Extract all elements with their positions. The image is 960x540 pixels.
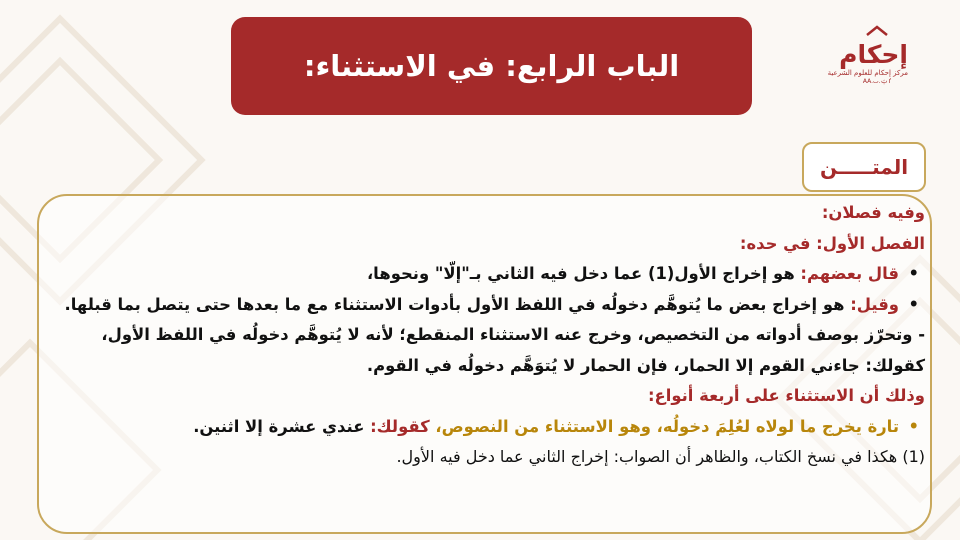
- content-body: [55, 198, 925, 473]
- type-item-1: [55, 412, 925, 443]
- logo: [827, 22, 908, 94]
- title-banner: [231, 17, 752, 115]
- types-heading: وذلك أن الاستثناء على أربعة أنواع:: [648, 386, 925, 405]
- definition-text-1: هو إخراج الأول(1) عما دخل فيه الثاني بـ"إلّا" ونحوها،: [366, 264, 801, 283]
- definition-text-2: هو إخراج بعض ما يُتوهَّم دخولُه في اللفظ الأول بأدوات الاستثناء مع ما بعدها حتى يتصل بما قبلها.: [64, 294, 851, 314]
- definition-label-2: وقيل:: [850, 294, 899, 314]
- logo-name: إحكام: [839, 40, 908, 69]
- footnote: (1) هكذا في نسخ الكتاب، والظاهر أن الصواب: إخراج الثاني عما دخل فيه الأول.: [396, 447, 925, 466]
- definition-item-1: [55, 259, 925, 290]
- intro-line: وفيه فصلان:: [821, 203, 925, 222]
- section-tab-matn: المتـــــن: [802, 142, 926, 192]
- logo-subtitle-secondary: AA.ٵࢶ.ٮ: [862, 78, 892, 85]
- example-text: عندي عشرة إلا اثنين.: [193, 416, 371, 436]
- definition-label-1: قال بعضهم:: [800, 264, 899, 283]
- example-label: كقولك:: [370, 416, 436, 436]
- page-title: الباب الرابع: في الاستثناء:: [303, 49, 680, 83]
- logo-emblem-icon: [865, 25, 889, 37]
- explanation-paragraph: - وتحرّز بوصف أدواته من التخصيص، وخرج عنه الاستثناء المنقطع؛ لأنه لا يُتوهَّم دخولُه في اللفظ الأول، كقولك: جاءني القوم إلا الحمار، فإن الحمار لا يُتوَهَّم دخولُه في القوم.: [101, 325, 925, 375]
- logo-subtitle: مركز إحكام للعلوم الشرعية: [827, 69, 908, 77]
- chapter-heading: الفصل الأول: في حده:: [739, 233, 925, 253]
- type-text-1: تارة يخرج ما لولاه لعُلِمَ دخولُه، وهو الاستثناء من النصوص،: [435, 416, 899, 436]
- definition-item-2: [55, 290, 925, 321]
